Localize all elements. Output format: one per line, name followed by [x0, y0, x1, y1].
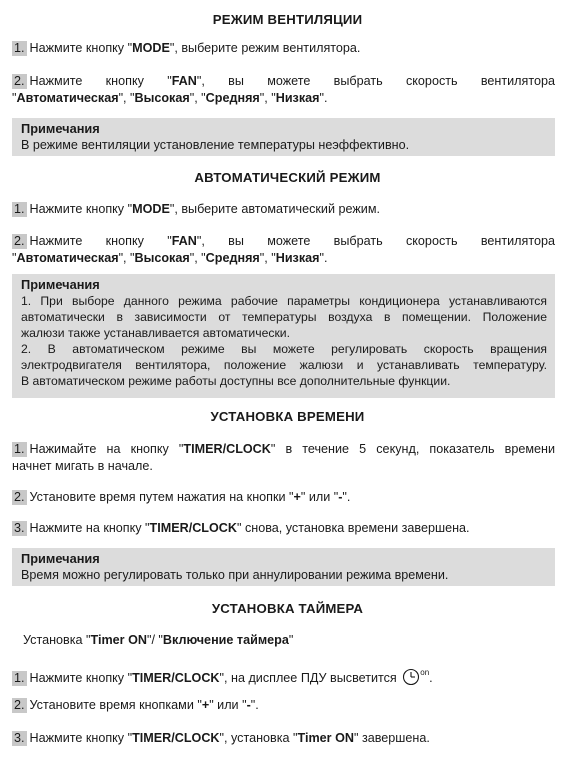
key-name: - — [338, 490, 343, 504]
text: Нажмите кнопку " — [29, 731, 133, 745]
text: Установка " — [23, 633, 91, 647]
text: Установите время путем нажатия на кнопки " — [29, 490, 294, 504]
step-number: 1. — [14, 41, 25, 55]
text: " в течение 5 секунд, показатель времени — [270, 442, 555, 456]
text: "/ " — [146, 633, 163, 647]
option: Средняя — [205, 251, 260, 265]
vent-note — [12, 118, 555, 156]
key-name: TIMER/CLOCK — [183, 442, 271, 456]
text: ", вы можете выбрать скорость вентилятора — [196, 234, 555, 248]
text: ", " — [189, 251, 206, 265]
text: Нажмите кнопку " — [29, 74, 172, 88]
text: ", выберите режим вентилятора. — [169, 41, 361, 55]
option: Автоматическая — [16, 91, 119, 105]
text: ", " — [118, 251, 135, 265]
key-name: TIMER/CLOCK — [149, 521, 237, 535]
timer-step-2 — [12, 697, 555, 713]
option: Низкая — [275, 91, 320, 105]
step-number: 2. — [14, 74, 25, 88]
key-name: Timer ON — [90, 633, 147, 647]
key-name: TIMER/CLOCK — [132, 731, 220, 745]
option: Автоматическая — [16, 251, 119, 265]
section-title-time: УСТАНОВКА ВРЕМЕНИ — [210, 409, 365, 424]
vent-step-1 — [12, 40, 555, 56]
key-name: MODE — [132, 41, 170, 55]
auto-step-2 — [12, 233, 555, 249]
step-number: 1. — [14, 202, 25, 216]
note-text: В режиме вентиляции установление температуры неэффективно. — [21, 138, 410, 152]
text: Нажмите кнопку " — [29, 41, 133, 55]
text: ", " — [118, 91, 135, 105]
step-number: 1. — [14, 671, 25, 685]
auto-step-2-options — [12, 250, 555, 266]
note-line: В автоматическом режиме работы доступны все дополнительные функции. — [21, 374, 451, 388]
note-line: жалюзи также устанавливается автоматически. — [21, 326, 290, 340]
key-name: + — [201, 698, 210, 712]
vent-step-2 — [12, 73, 555, 89]
section-title-ventilation: РЕЖИМ ВЕНТИЛЯЦИИ — [212, 12, 363, 27]
text: " снова, установка времени завершена. — [236, 521, 470, 535]
note-line: 1. При выборе данного режима рабочие параметры кондиционера устанавливаются — [21, 294, 547, 308]
text: Нажмите кнопку " — [29, 202, 133, 216]
time-step-3 — [12, 520, 555, 536]
timer-step-1 — [12, 665, 555, 690]
text: ", на дисплее ПДУ высветится — [219, 671, 397, 685]
text: ", установка " — [219, 731, 298, 745]
text: ". — [250, 698, 259, 712]
section-title-auto: АВТОМАТИЧЕСКИЙ РЕЖИМ — [194, 170, 381, 185]
text: " или " — [209, 698, 247, 712]
note-title: Примечания — [21, 277, 100, 292]
key-name: - — [246, 698, 251, 712]
key-name: FAN — [171, 234, 197, 248]
time-step-2 — [12, 489, 555, 505]
key-name: + — [293, 490, 301, 504]
note-line: 2. В автоматическом режиме вы можете регулировать скорость вращения — [21, 342, 547, 356]
text: " — [12, 91, 17, 105]
option: Низкая — [275, 251, 320, 265]
note-line: электродвигателя вентилятора, положение жалюзи и устанавливать температуру. — [21, 358, 547, 372]
text: Установите время кнопками " — [29, 698, 202, 712]
auto-step-1 — [12, 201, 555, 217]
on-label: on — [420, 668, 430, 677]
text: Нажимайте на кнопку " — [29, 442, 184, 456]
text: Нажмите кнопку " — [29, 234, 172, 248]
time-note — [12, 548, 555, 586]
option: Высокая — [134, 251, 190, 265]
auto-note — [12, 274, 555, 398]
text: ", " — [259, 251, 276, 265]
note-text: Время можно регулировать только при аннулировании режима времени. — [21, 568, 449, 582]
text: ", вы можете выбрать скорость вентилятора — [196, 74, 555, 88]
text: ". — [342, 490, 351, 504]
text: . — [429, 671, 433, 685]
section-title-timer: УСТАНОВКА ТАЙМЕРА — [211, 601, 364, 616]
step-number: 1. — [14, 442, 25, 456]
key-name: FAN — [171, 74, 197, 88]
step-number: 2. — [14, 234, 25, 248]
key-name: Timer ON — [297, 731, 354, 745]
clock-icon — [402, 668, 420, 690]
key-name: Включение таймера — [162, 633, 289, 647]
key-name: TIMER/CLOCK — [132, 671, 220, 685]
step-number: 2. — [14, 490, 25, 504]
text: " завершена. — [353, 731, 430, 745]
step-number: 3. — [14, 521, 25, 535]
text: ", выберите автоматический режим. — [169, 202, 380, 216]
key-name: MODE — [132, 202, 170, 216]
note-title: Примечания — [21, 121, 100, 136]
vent-step-2-options — [12, 90, 555, 106]
text: ". — [319, 251, 328, 265]
option: Средняя — [205, 91, 260, 105]
text: ", " — [259, 91, 276, 105]
note-line: автоматически в зависимости от температуры воздуха в помещении. Положение — [21, 310, 547, 324]
timer-step-3 — [12, 730, 555, 746]
option: Высокая — [134, 91, 190, 105]
text: " — [12, 251, 17, 265]
time-step-1 — [12, 441, 555, 457]
time-step-1-cont: начнет мигать в начале. — [12, 459, 153, 473]
text: ", " — [189, 91, 206, 105]
note-title: Примечания — [21, 551, 100, 566]
text: " или " — [300, 490, 339, 504]
text: " — [288, 633, 294, 647]
step-number: 3. — [14, 731, 25, 745]
timer-intro — [23, 632, 566, 648]
step-number: 2. — [14, 698, 25, 712]
text: ". — [319, 91, 328, 105]
text: Нажмите кнопку " — [29, 671, 133, 685]
text: Нажмите на кнопку " — [29, 521, 150, 535]
